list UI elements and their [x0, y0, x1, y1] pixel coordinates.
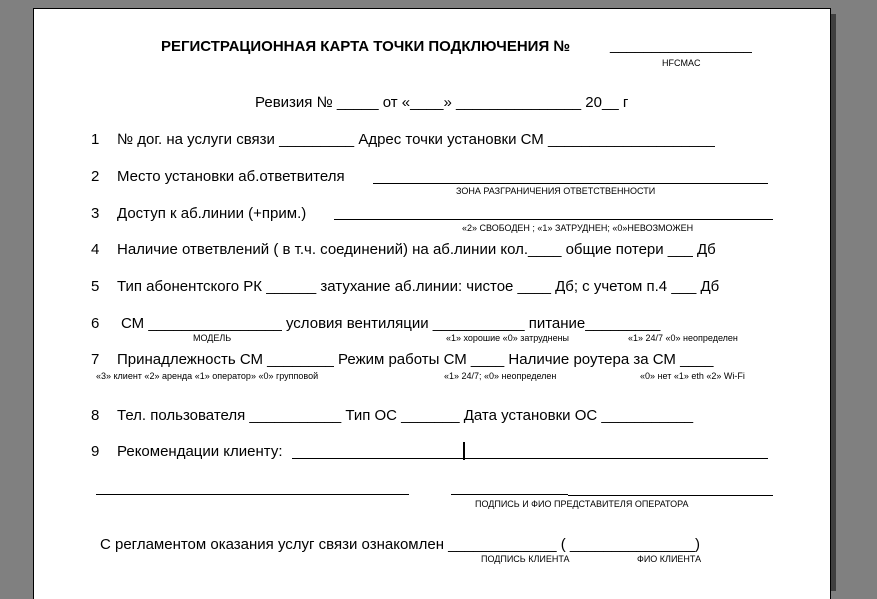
row-cm-ownership: Принадлежность СМ ________ Режим работы СМ ____ Наличие роутера за СМ ____: [117, 351, 714, 368]
text-cursor: [463, 442, 465, 460]
row-cm-model: СМ ________________ условия вентиляции ___________ питание_________: [121, 315, 661, 332]
hfcmac-label: HFCMAC: [662, 58, 701, 68]
extra-line: [96, 494, 409, 495]
row-number: 5: [91, 278, 100, 295]
row-subscriber-rk: Тип абонентского РК ______ затухание аб.линии: чистое ____ Дб; с учетом п.4 ___ Дб: [117, 278, 720, 295]
router-note: «0» нет «1» eth «2» Wi-Fi: [640, 371, 745, 381]
row-number: 7: [91, 351, 100, 368]
responsibility-zone-note: ЗОНА РАЗГРАНИЧЕНИЯ ОТВЕТСТВЕННОСТИ: [456, 186, 656, 196]
regulations-acknowledgement: С регламентом оказания услуг связи ознакомлен _____________ ( _______________): [100, 536, 701, 553]
card-number-field: _________________: [610, 37, 752, 54]
recommendations-line[interactable]: [292, 458, 768, 459]
operator-name-line: [568, 495, 773, 496]
document-title: РЕГИСТРАЦИОННАЯ КАРТА ТОЧКИ ПОДКЛЮЧЕНИЯ №: [161, 38, 571, 55]
line-access-note: «2» СВОБОДЕН ; «1» ЗАТРУДНЕН; «0»НЕВОЗМОЖЕН: [462, 223, 694, 233]
row-contract: № дог. на услуги связи _________ Адрес точки установки СМ ____________________: [117, 131, 715, 148]
row-line-access: Доступ к аб.линии (+прим.): [117, 205, 307, 222]
cm-model-note: МОДЕЛЬ: [193, 333, 232, 343]
row-number: 6: [91, 315, 100, 332]
operator-signature-line: [451, 494, 568, 495]
row-number: 3: [91, 205, 100, 222]
row-number: 8: [91, 407, 100, 424]
row-number: 2: [91, 168, 100, 185]
row-user-phone: Тел. пользователя ___________ Тип ОС _______ Дата установки ОС ___________: [117, 407, 694, 424]
row-taps: Наличие ответвлений ( в т.ч. соединений) на аб.линии кол.____ общие потери ___ Дб: [117, 241, 716, 258]
ventilation-note: «1» хорошие «0» затруднены: [446, 333, 570, 343]
row-splitter-location: Место установки аб.ответвителя: [117, 168, 345, 185]
ownership-note: «3» клиент «2» аренда «1» оператор» «0» групповой: [96, 371, 319, 381]
mode-note: «1» 24/7; «0» неопределен: [444, 371, 557, 381]
splitter-location-line: [373, 183, 768, 184]
row-recommendations: Рекомендации клиенту:: [117, 443, 283, 460]
row-number: 1: [91, 131, 100, 148]
row-number: 4: [91, 241, 100, 258]
revision-line: Ревизия № _____ от «____» _______________ 20__ г: [255, 94, 629, 111]
operator-signature-label: ПОДПИСЬ И ФИО ПРЕДСТАВИТЕЛЯ ОПЕРАТОРА: [475, 499, 689, 509]
client-signature-label: ПОДПИСЬ КЛИЕНТА: [481, 554, 570, 564]
power-note: «1» 24/7 «0» неопределен: [628, 333, 738, 343]
client-name-label: ФИО КЛИЕНТА: [637, 554, 702, 564]
row-number: 9: [91, 443, 100, 460]
line-access-line: [334, 219, 773, 220]
